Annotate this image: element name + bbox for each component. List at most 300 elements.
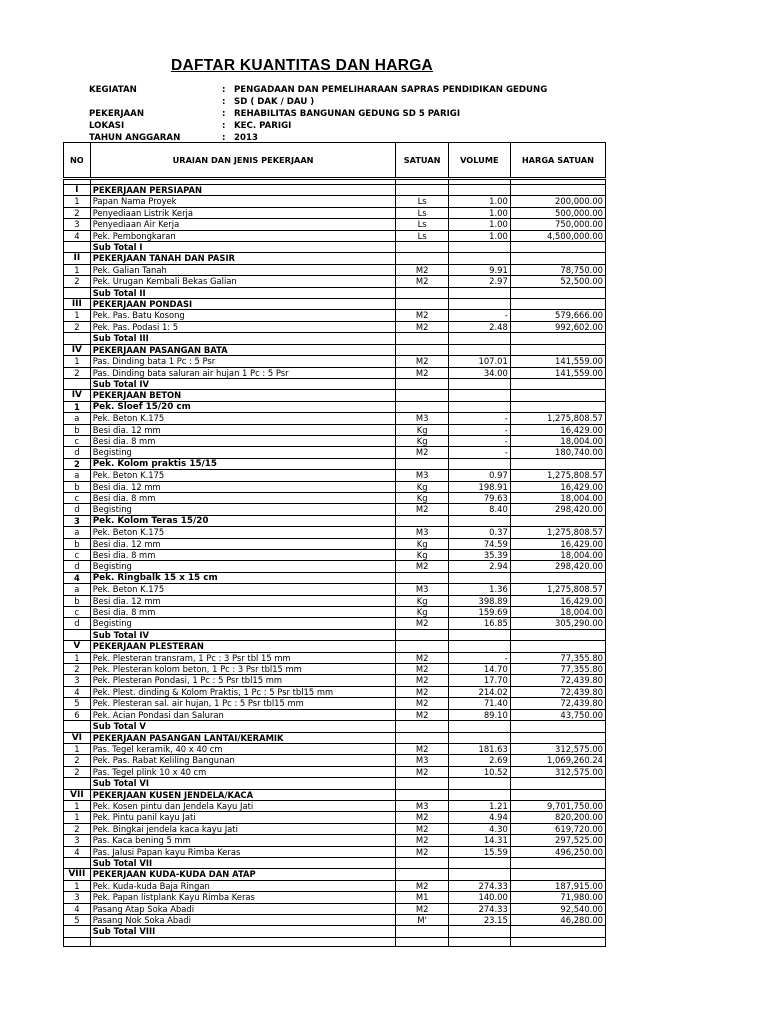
cell-no: 3 (64, 219, 91, 230)
cell-price: 1,275,808.57 (510, 527, 605, 538)
table-row (64, 835, 606, 846)
cell-description: Pasang Atap Soka Abadi (90, 903, 396, 914)
cell-description: Pek. Plesteran transram, 1 Pc : 3 Psr tbl 15 mm (90, 652, 396, 663)
blank-cell (90, 937, 396, 946)
cell-description: Pek. Kolom Teras 15/20 (90, 515, 396, 526)
cell-no: V (64, 641, 91, 652)
section-row (64, 344, 606, 355)
cell-no: I (64, 185, 91, 196)
subtotal-row (64, 857, 606, 868)
cell-price (510, 641, 605, 652)
cell-unit: M2 (396, 846, 448, 857)
cell-price: 16,429.00 (510, 595, 605, 606)
cell-volume: 34.00 (448, 367, 510, 378)
cell-description: Sub Total II (90, 287, 396, 298)
cell-no: 2 (64, 321, 91, 332)
cell-no (64, 926, 91, 937)
cell-no: 1 (64, 880, 91, 891)
cell-price (510, 390, 605, 401)
cell-no: IV (64, 390, 91, 401)
cell-volume: 274.33 (448, 903, 510, 914)
cell-volume: - (448, 310, 510, 321)
cell-price (510, 926, 605, 937)
cell-volume: 2.94 (448, 561, 510, 572)
document-title (0, 57, 768, 75)
cell-volume (448, 515, 510, 526)
cell-no: c (64, 607, 91, 618)
info-value: 2013 (234, 133, 258, 143)
cell-unit: Kg (396, 424, 448, 435)
cell-volume: 17.70 (448, 675, 510, 686)
cell-price: 18,004.00 (510, 607, 605, 618)
cell-description: Pek. Papan listplank Kayu Rimba Keras (90, 892, 396, 903)
cell-price (510, 401, 605, 412)
cell-description: Sub Total VII (90, 857, 396, 868)
cell-unit: M2 (396, 903, 448, 914)
cell-description: Pek. Acian Pondasi dan Saluran (90, 709, 396, 720)
cell-no (64, 629, 91, 640)
cell-price: 496,250.00 (510, 846, 605, 857)
header-no: NO (64, 143, 91, 179)
cell-no: 3 (64, 892, 91, 903)
cell-price: 312,575.00 (510, 766, 605, 777)
cell-no: 3 (64, 515, 91, 526)
info-colon: : (222, 109, 226, 119)
cell-price: 180,740.00 (510, 447, 605, 458)
cell-volume (448, 572, 510, 583)
cell-no: 2 (64, 755, 91, 766)
cell-price: 579,666.00 (510, 310, 605, 321)
cell-no: d (64, 504, 91, 515)
trailing-blank-row (64, 937, 606, 946)
table-row (64, 709, 606, 720)
cell-no: c (64, 435, 91, 446)
cell-description: Pek. Sloef 15/20 cm (90, 401, 396, 412)
cell-no: c (64, 550, 91, 561)
cell-unit (396, 926, 448, 937)
info-colon: : (222, 121, 226, 131)
cell-description: Besi dia. 8 mm (90, 550, 396, 561)
table-row (64, 413, 606, 424)
cell-description: Papan Nama Proyek (90, 196, 396, 207)
cell-no: 1 (64, 196, 91, 207)
cell-volume: 4.30 (448, 823, 510, 834)
cell-no (64, 857, 91, 868)
cell-description: Besi dia. 12 mm (90, 595, 396, 606)
cell-volume: - (448, 413, 510, 424)
cell-unit: M2 (396, 743, 448, 754)
cell-unit: Kg (396, 595, 448, 606)
cell-unit (396, 732, 448, 743)
cell-unit (396, 242, 448, 253)
cell-unit: M2 (396, 367, 448, 378)
cell-unit: Kg (396, 492, 448, 503)
cell-price: 500,000.00 (510, 207, 605, 218)
cell-description: Penyediaan Listrik Kerja (90, 207, 396, 218)
cell-volume: 1.21 (448, 800, 510, 811)
cell-no: 1 (64, 812, 91, 823)
table-row (64, 812, 606, 823)
cell-no: 1 (64, 401, 91, 412)
cell-price: 92,540.00 (510, 903, 605, 914)
table-row (64, 595, 606, 606)
table-row (64, 276, 606, 287)
cell-volume (448, 242, 510, 253)
info-value: SD ( DAK / DAU ) (234, 97, 315, 107)
table-row (64, 470, 606, 481)
cell-price: 200,000.00 (510, 196, 605, 207)
cell-unit: Kg (396, 481, 448, 492)
cell-unit: Ls (396, 196, 448, 207)
cell-no: IV (64, 344, 91, 355)
cell-unit: M2 (396, 504, 448, 515)
cell-description: Pek. Beton K.175 (90, 527, 396, 538)
cell-no: 1 (64, 356, 91, 367)
cell-unit (396, 458, 448, 469)
cell-unit (396, 641, 448, 652)
cell-volume: 1.36 (448, 584, 510, 595)
cell-no: a (64, 584, 91, 595)
cell-unit (396, 333, 448, 344)
cell-volume: 1.00 (448, 207, 510, 218)
table-row (64, 915, 606, 926)
cell-volume: 23.15 (448, 915, 510, 926)
table-row (64, 196, 606, 207)
table-row (64, 550, 606, 561)
cell-description: Pek. Kosen pintu dan Jendela Kayu Jati (90, 800, 396, 811)
info-label: KEGIATAN (89, 85, 137, 95)
blank-cell (396, 937, 448, 946)
table-row (64, 230, 606, 241)
cell-price: 18,004.00 (510, 550, 605, 561)
cell-no: b (64, 595, 91, 606)
cell-volume: 71.40 (448, 698, 510, 709)
cell-description: Besi dia. 8 mm (90, 492, 396, 503)
cell-description: Pek. Beton K.175 (90, 584, 396, 595)
cell-volume: 14.70 (448, 664, 510, 675)
table-row (64, 766, 606, 777)
cell-price: 1,069,260.24 (510, 755, 605, 766)
subtotal-row (64, 378, 606, 389)
cell-volume (448, 390, 510, 401)
cell-no: VII (64, 789, 91, 800)
table-row (64, 584, 606, 595)
info-row (89, 108, 634, 120)
cell-no: c (64, 492, 91, 503)
table-row (64, 310, 606, 321)
info-value: PENGADAAN DAN PEMELIHARAAN SAPRAS PENDIDIKAN GEDUNG (234, 85, 548, 95)
cell-description: Sub Total VI (90, 778, 396, 789)
cell-unit: M2 (396, 356, 448, 367)
cell-unit (396, 344, 448, 355)
cell-unit: M2 (396, 812, 448, 823)
cell-price (510, 333, 605, 344)
cell-unit: M2 (396, 664, 448, 675)
table-row (64, 538, 606, 549)
cell-price (510, 515, 605, 526)
cell-description: Besi dia. 8 mm (90, 435, 396, 446)
cell-no: 2 (64, 664, 91, 675)
cell-description: Pek. Galian Tanah (90, 264, 396, 275)
project-info (89, 84, 634, 144)
cell-description: Begisting (90, 504, 396, 515)
cell-price (510, 185, 605, 196)
table-row (64, 356, 606, 367)
cell-price (510, 857, 605, 868)
cell-volume: 214.02 (448, 686, 510, 697)
cell-unit: M3 (396, 527, 448, 538)
cell-volume (448, 869, 510, 880)
cell-unit (396, 515, 448, 526)
cell-no (64, 778, 91, 789)
cell-unit: Kg (396, 538, 448, 549)
info-label: TAHUN ANGGARAN (89, 133, 181, 143)
cell-description: Pek. Pas. Batu Kosong (90, 310, 396, 321)
cell-description: Pas. Kaca bening 5 mm (90, 835, 396, 846)
cell-description: Pek. Kolom praktis 15/15 (90, 458, 396, 469)
cell-price (510, 253, 605, 264)
table-row (64, 367, 606, 378)
cell-description: Pas. Jalusi Papan kayu Rimba Keras (90, 846, 396, 857)
cell-volume (448, 299, 510, 310)
cell-volume: 274.33 (448, 880, 510, 891)
cell-no (64, 721, 91, 732)
header-unit: SATUAN (396, 143, 448, 179)
subtotal-row (64, 242, 606, 253)
cell-description: Sub Total III (90, 333, 396, 344)
table-header-row (64, 143, 606, 179)
cell-unit: M2 (396, 276, 448, 287)
cell-volume: - (448, 652, 510, 663)
group-row (64, 458, 606, 469)
section-row (64, 641, 606, 652)
cell-volume: 140.00 (448, 892, 510, 903)
cell-description: Pek. Kuda-kuda Baja Ringan (90, 880, 396, 891)
cell-description: PEKERJAAN KUDA-KUDA DAN ATAP (90, 869, 396, 880)
boq-table (63, 142, 606, 947)
cell-unit: M3 (396, 584, 448, 595)
cell-no: 1 (64, 652, 91, 663)
cell-price (510, 299, 605, 310)
cell-description: Pek. Plest. dinding & Kolom Praktis, 1 Pc : 5 Psr tbl15 mm (90, 686, 396, 697)
cell-volume: 16.85 (448, 618, 510, 629)
group-row (64, 572, 606, 583)
cell-volume: 107.01 (448, 356, 510, 367)
cell-price (510, 572, 605, 583)
title-text: DAFTAR KUANTITAS DAN HARGA (170, 57, 434, 74)
table-row (64, 846, 606, 857)
cell-price: 4,500,000.00 (510, 230, 605, 241)
info-label: PEKERJAAN (89, 109, 145, 119)
table-row (64, 435, 606, 446)
cell-volume: 398.89 (448, 595, 510, 606)
cell-description: Sub Total I (90, 242, 396, 253)
cell-volume: 79.63 (448, 492, 510, 503)
cell-volume: 74.59 (448, 538, 510, 549)
cell-description: Begisting (90, 447, 396, 458)
cell-price: 78,750.00 (510, 264, 605, 275)
cell-volume (448, 857, 510, 868)
table-row (64, 618, 606, 629)
cell-price: 187,915.00 (510, 880, 605, 891)
cell-volume (448, 778, 510, 789)
cell-volume (448, 333, 510, 344)
cell-no: II (64, 253, 91, 264)
cell-description: PEKERJAAN KUSEN JENDELA/KACA (90, 789, 396, 800)
cell-price (510, 869, 605, 880)
cell-price: 1,275,808.57 (510, 584, 605, 595)
cell-description: PEKERJAAN BETON (90, 390, 396, 401)
cell-unit (396, 778, 448, 789)
section-row (64, 390, 606, 401)
header-desc: URAIAN DAN JENIS PEKERJAAN (90, 143, 396, 179)
cell-no: a (64, 413, 91, 424)
cell-no (64, 378, 91, 389)
cell-no: 5 (64, 915, 91, 926)
table-row (64, 698, 606, 709)
cell-no: a (64, 527, 91, 538)
section-row (64, 253, 606, 264)
cell-price: 619,720.00 (510, 823, 605, 834)
cell-price: 16,429.00 (510, 481, 605, 492)
cell-description: Sub Total IV (90, 629, 396, 640)
cell-description: Pas. Dinding bata 1 Pc : 5 Psr (90, 356, 396, 367)
cell-unit: Kg (396, 607, 448, 618)
cell-unit: M2 (396, 823, 448, 834)
cell-price: 141,559.00 (510, 367, 605, 378)
cell-price (510, 778, 605, 789)
table-row (64, 424, 606, 435)
cell-unit: Kg (396, 550, 448, 561)
cell-unit: M2 (396, 880, 448, 891)
cell-unit: M2 (396, 709, 448, 720)
cell-no: d (64, 618, 91, 629)
cell-volume: - (448, 447, 510, 458)
cell-price (510, 287, 605, 298)
cell-unit (396, 185, 448, 196)
cell-unit: M2 (396, 310, 448, 321)
cell-no: 2 (64, 367, 91, 378)
table-row (64, 321, 606, 332)
cell-no: 1 (64, 310, 91, 321)
cell-description: Pek. Pas. Podasi 1: 5 (90, 321, 396, 332)
cell-description: Sub Total V (90, 721, 396, 732)
cell-description: Pek. Beton K.175 (90, 413, 396, 424)
section-row (64, 789, 606, 800)
cell-volume (448, 732, 510, 743)
cell-no: b (64, 424, 91, 435)
cell-no: VI (64, 732, 91, 743)
cell-volume: 4.94 (448, 812, 510, 823)
cell-price: 298,420.00 (510, 504, 605, 515)
cell-volume (448, 629, 510, 640)
cell-volume: 1.00 (448, 219, 510, 230)
table-row (64, 652, 606, 663)
cell-no: 4 (64, 846, 91, 857)
cell-price (510, 732, 605, 743)
cell-no: a (64, 470, 91, 481)
cell-description: PEKERJAAN PONDASI (90, 299, 396, 310)
info-row (89, 96, 634, 108)
cell-description: Pek. Pas. Rabat Keliling Bangunan (90, 755, 396, 766)
cell-no: b (64, 538, 91, 549)
subtotal-row (64, 721, 606, 732)
group-row (64, 515, 606, 526)
cell-description: PEKERJAAN PLESTERAN (90, 641, 396, 652)
cell-description: Pek. Ringbalk 15 x 15 cm (90, 572, 396, 583)
cell-no: III (64, 299, 91, 310)
cell-unit (396, 287, 448, 298)
header-price: HARGA SATUAN (510, 143, 605, 179)
table-row (64, 743, 606, 754)
info-label: LOKASI (89, 121, 125, 131)
table-row (64, 903, 606, 914)
cell-price: 52,500.00 (510, 276, 605, 287)
cell-unit: M3 (396, 413, 448, 424)
cell-price (510, 344, 605, 355)
cell-price: 46,280.00 (510, 915, 605, 926)
section-row (64, 869, 606, 880)
cell-no: 3 (64, 675, 91, 686)
table-row (64, 264, 606, 275)
cell-volume (448, 789, 510, 800)
cell-description: PEKERJAAN PASANGAN BATA (90, 344, 396, 355)
cell-unit: M2 (396, 766, 448, 777)
cell-description: Pek. Pembongkaran (90, 230, 396, 241)
cell-no: 6 (64, 709, 91, 720)
cell-volume: 35.39 (448, 550, 510, 561)
cell-description: PEKERJAAN PASANGAN LANTAI/KERAMIK (90, 732, 396, 743)
section-row (64, 299, 606, 310)
cell-unit (396, 857, 448, 868)
subtotal-row (64, 333, 606, 344)
section-row (64, 732, 606, 743)
table-row (64, 207, 606, 218)
cell-price: 72,439.80 (510, 675, 605, 686)
cell-volume: 0.37 (448, 527, 510, 538)
cell-price: 77,355.80 (510, 652, 605, 663)
table-row (64, 527, 606, 538)
table-row (64, 892, 606, 903)
cell-price: 18,004.00 (510, 435, 605, 446)
cell-description: Besi dia. 12 mm (90, 481, 396, 492)
cell-no: 3 (64, 835, 91, 846)
cell-no: 1 (64, 743, 91, 754)
cell-unit: M2 (396, 561, 448, 572)
cell-no (64, 242, 91, 253)
cell-price: 820,200.00 (510, 812, 605, 823)
header-volume: VOLUME (448, 143, 510, 179)
cell-unit: M3 (396, 755, 448, 766)
cell-price: 992,602.00 (510, 321, 605, 332)
cell-unit: M2 (396, 264, 448, 275)
cell-volume (448, 721, 510, 732)
cell-volume (448, 253, 510, 264)
cell-unit (396, 789, 448, 800)
cell-unit: M1 (396, 892, 448, 903)
cell-unit: Kg (396, 435, 448, 446)
info-colon: : (222, 97, 226, 107)
cell-description: Besi dia. 12 mm (90, 424, 396, 435)
cell-volume (448, 641, 510, 652)
cell-price (510, 458, 605, 469)
cell-volume: 2.97 (448, 276, 510, 287)
cell-no (64, 333, 91, 344)
cell-volume: 14.31 (448, 835, 510, 846)
cell-unit: Ls (396, 207, 448, 218)
cell-price: 9,701,750.00 (510, 800, 605, 811)
cell-volume (448, 401, 510, 412)
